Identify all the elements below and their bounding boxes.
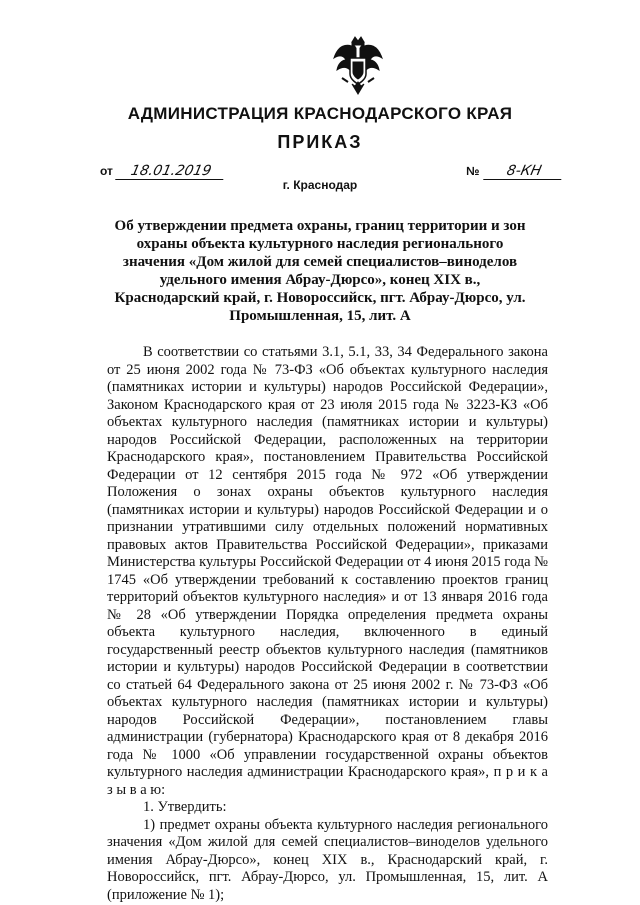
- number-prefix: №: [466, 164, 480, 178]
- handwritten-number: 8-КН: [484, 163, 566, 180]
- item-1-subitem-1: 1) предмет охраны объекта культурного наследия регионального значения «Дом жилой для семей специалистов–виноделов удельного имения Абрау-Дюрсо», конец XIX в., Краснодарский край, г. Новороссийск, пгт. Абрау-Дюрсо, ул. Промышленная, 15, лит. А (приложение № 1);: [107, 816, 548, 903]
- document-title: Об утверждении предмета охраны, границ территории и зон охраны объекта культурного наследия регионального значения «Дом жилой для семей специалистов–виноделов удельного имения Абрау-Дюрсо», конец XIX в., Краснодарский край, г. Новороссийск, пгт. Абрау-Дюрсо, ул. Промышленная, 15, лит. А: [114, 218, 526, 324]
- item-1: 1. Утвердить:: [143, 799, 227, 815]
- handwritten-date: 18.01.2019: [115, 163, 227, 180]
- preamble-paragraph: В соответствии со статьями 3.1, 5.1, 33, 34 Федерального закона от 25 июня 2002 года № 73-ФЗ «Об объектах культурного наследия (памятниках истории и культуры) народов Российской Федерации», Законом Краснодарского края от 23 июля 2015 года № 3223-КЗ «Об объектах культурного наследия (памятниках истории и культуры) народов Российской Федерации, расположенных на территории Краснодарского края», постановлением Правительства Российской Федерации от 12 сентября 2015 года № 972 «Об утверждении Положения о зонах охраны объектов культурного наследия (памятниках истории и культуры) народов Российской Федерации и о признании утратившими силу отдельных положений нормативных правовых актов Правительства Российской Федерации», приказами Министерства культуры Российской Федерации от 4 июня 2015 года № 1745 «Об утверждении требований к составлению проектов границ территорий объектов культурного наследия» и от 13 января 2016 года № 28 «Об утверждении Порядка определения предмета охраны объекта культурного наследия, включенного в единый государственный реестр объектов культурного наследия (памятников истории и культуры) народов Российской Федерации в соответствии со статьей 64 Федерального закона от 25 июня 2002 г. № 73-ФЗ «Об объектах культурного наследия (памятниках истории и культуры) народов Российской Федерации», постановлением главы администрации (губернатора) Краснодарского края от 8 декабря 2016 года № 1000 «Об управлении государственной охраны объектов культурного наследия администрации Краснодарского края», п р и к а з ы в а ю:: [107, 344, 548, 798]
- organization-name: АДМИНИСТРАЦИЯ КРАСНОДАРСКОГО КРАЯ: [127, 104, 513, 123]
- city: г. Краснодар: [282, 178, 358, 192]
- document-type: ПРИКАЗ: [277, 132, 363, 152]
- document-body: [107, 344, 548, 904]
- krasnodar-coat-of-arms-icon: [332, 36, 384, 96]
- date-prefix: от: [100, 164, 113, 178]
